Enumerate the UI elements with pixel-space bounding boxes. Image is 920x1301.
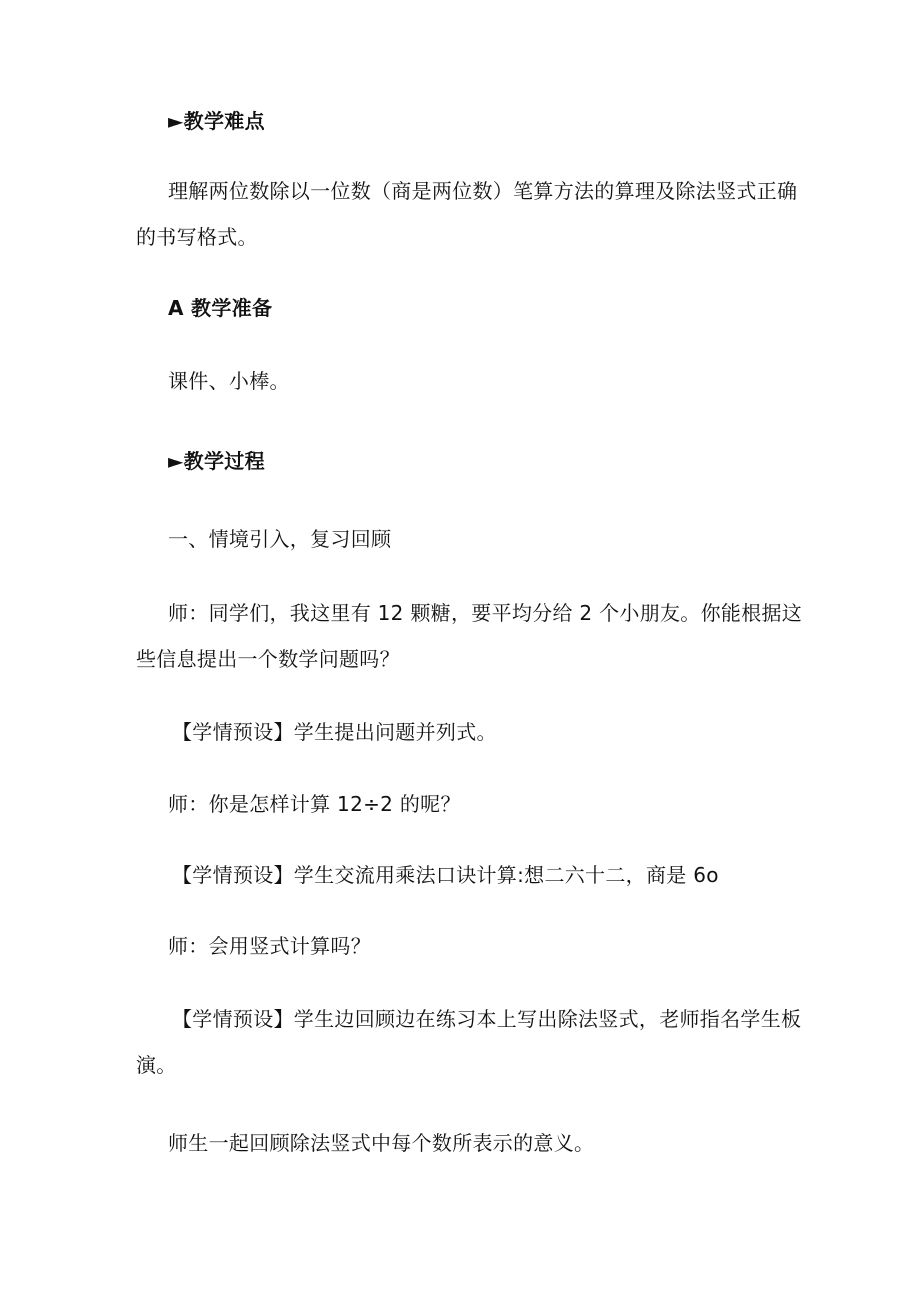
paragraph-preset-3-cont (136, 1042, 816, 1088)
heading-teaching-difficulty (136, 98, 816, 144)
paragraph-difficulty-body-cont (136, 214, 816, 260)
paragraph-line: 课件、小棒。 (168, 369, 290, 393)
paragraph-line: 师：会用竖式计算吗？ (168, 934, 371, 958)
paragraph-line: 【学情预设】学生提出问题并列式。 (172, 720, 497, 744)
paragraph-line: 些信息提出一个数学问题吗？ (136, 647, 400, 671)
paragraph-line: 的书写格式。 (136, 225, 258, 249)
paragraph-preset-3 (136, 996, 816, 1042)
paragraph-line: 师：同学们，我这里有 12 颗糖，要平均分给 2 个小朋友。你能根据这 (168, 601, 803, 625)
heading-text: ►教学难点 (168, 109, 265, 133)
heading-teaching-preparation (136, 285, 816, 331)
paragraph-line: 师：你是怎样计算 12÷2 的呢？ (168, 792, 461, 816)
paragraph-line: 师生一起回顾除法竖式中每个数所表示的意义。 (168, 1131, 595, 1155)
paragraph-line: 【学情预设】学生交流用乘法口诀计算:想二六十二，商是 6o (172, 863, 719, 887)
paragraph-preset-2 (136, 852, 816, 898)
paragraph-preset-1 (136, 709, 816, 755)
paragraph-line: 理解两位数除以一位数（商是两位数）笔算方法的算理及除法竖式正确 (168, 179, 798, 203)
paragraph-preparation-body (136, 358, 816, 404)
subtitle-intro (136, 516, 816, 562)
paragraph-closing (136, 1120, 816, 1166)
paragraph-teacher-3 (136, 923, 816, 969)
heading-text: A 教学准备 (168, 296, 273, 320)
paragraph-teacher-2 (136, 781, 816, 827)
paragraph-difficulty-body (136, 168, 816, 214)
paragraph-teacher-1 (136, 590, 816, 636)
paragraph-line: 【学情预设】学生边回顾边在练习本上写出除法竖式，老师指名学生板 (172, 1007, 802, 1031)
paragraph-line: 演。 (136, 1053, 177, 1077)
paragraph-teacher-1-cont (136, 636, 816, 682)
heading-text: ►教学过程 (168, 449, 265, 473)
heading-teaching-process (136, 438, 816, 484)
paragraph-line: 一、情境引入，复习回顾 (168, 527, 392, 551)
